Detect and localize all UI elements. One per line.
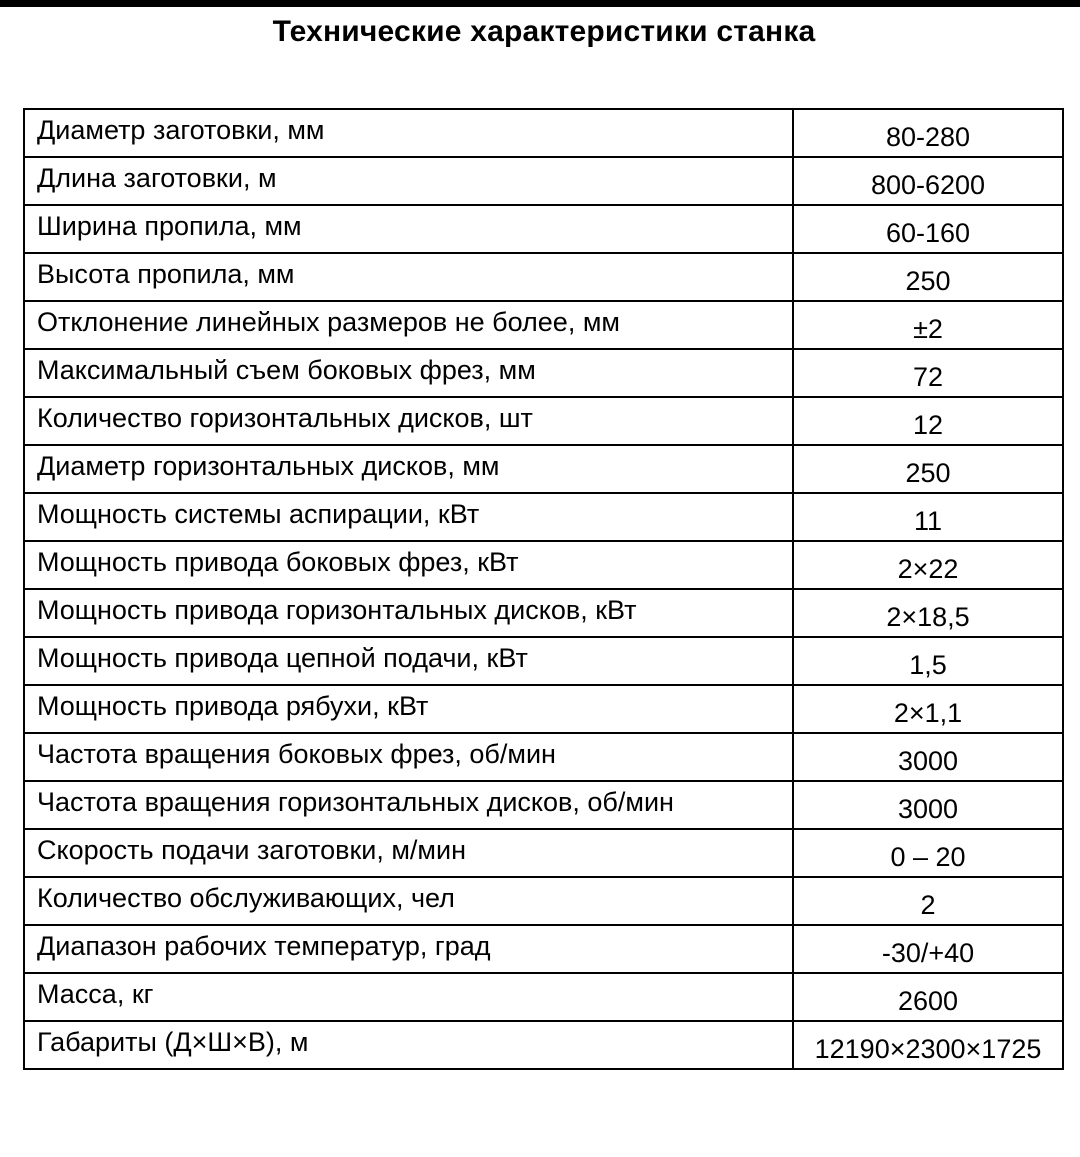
table-row <box>24 1021 1063 1069</box>
spec-label: Мощность системы аспирации, кВт <box>24 493 793 541</box>
spec-value: 2×22 <box>793 541 1063 589</box>
spec-label: Диапазон рабочих температур, град <box>24 925 793 973</box>
table-row <box>24 253 1063 301</box>
spec-value: 0 – 20 <box>793 829 1063 877</box>
spec-label: Длина заготовки, м <box>24 157 793 205</box>
spec-value: 800-6200 <box>793 157 1063 205</box>
top-edge-bar <box>0 0 1080 7</box>
table-row <box>24 589 1063 637</box>
spec-label: Мощность привода рябухи, кВт <box>24 685 793 733</box>
table-row <box>24 877 1063 925</box>
spec-label: Диаметр горизонтальных дисков, мм <box>24 445 793 493</box>
spec-label: Частота вращения горизонтальных дисков, об/мин <box>24 781 793 829</box>
spec-value: 250 <box>793 445 1063 493</box>
spec-value: ±2 <box>793 301 1063 349</box>
spec-value: 2 <box>793 877 1063 925</box>
spec-label: Максимальный съем боковых фрез, мм <box>24 349 793 397</box>
spec-label: Диаметр заготовки, мм <box>24 109 793 157</box>
table-row <box>24 829 1063 877</box>
table-row <box>24 349 1063 397</box>
spec-label: Мощность привода горизонтальных дисков, кВт <box>24 589 793 637</box>
spec-label: Частота вращения боковых фрез, об/мин <box>24 733 793 781</box>
spec-value: -30/+40 <box>793 925 1063 973</box>
spec-label: Высота пропила, мм <box>24 253 793 301</box>
specs-table <box>23 108 1064 1070</box>
spec-label: Скорость подачи заготовки, м/мин <box>24 829 793 877</box>
table-row <box>24 541 1063 589</box>
spec-label: Количество горизонтальных дисков, шт <box>24 397 793 445</box>
table-row <box>24 685 1063 733</box>
spec-value: 1,5 <box>793 637 1063 685</box>
spec-label: Ширина пропила, мм <box>24 205 793 253</box>
table-row <box>24 157 1063 205</box>
table-row <box>24 301 1063 349</box>
table-row <box>24 973 1063 1021</box>
spec-value: 2×18,5 <box>793 589 1063 637</box>
table-row <box>24 445 1063 493</box>
table-row <box>24 637 1063 685</box>
spec-value: 11 <box>793 493 1063 541</box>
spec-value: 60-160 <box>793 205 1063 253</box>
spec-value: 3000 <box>793 733 1063 781</box>
spec-value: 12 <box>793 397 1063 445</box>
spec-label: Мощность привода боковых фрез, кВт <box>24 541 793 589</box>
table-row <box>24 781 1063 829</box>
table-row <box>24 205 1063 253</box>
spec-value: 2600 <box>793 973 1063 1021</box>
page-title: Технические характеристики станка <box>272 15 816 48</box>
table-row <box>24 925 1063 973</box>
spec-label: Масса, кг <box>24 973 793 1021</box>
spec-label: Габариты (Д×Ш×В), м <box>24 1021 793 1069</box>
spec-label: Мощность привода цепной подачи, кВт <box>24 637 793 685</box>
spec-label: Количество обслуживающих, чел <box>24 877 793 925</box>
spec-value: 250 <box>793 253 1063 301</box>
spec-value: 12190×2300×1725 <box>793 1021 1063 1069</box>
spec-value: 80-280 <box>793 109 1063 157</box>
spec-value: 3000 <box>793 781 1063 829</box>
specs-table-body <box>24 109 1063 1069</box>
table-row <box>24 493 1063 541</box>
spec-value: 72 <box>793 349 1063 397</box>
table-row <box>24 397 1063 445</box>
spec-label: Отклонение линейных размеров не более, мм <box>24 301 793 349</box>
spec-value: 2×1,1 <box>793 685 1063 733</box>
table-row <box>24 109 1063 157</box>
table-row <box>24 733 1063 781</box>
